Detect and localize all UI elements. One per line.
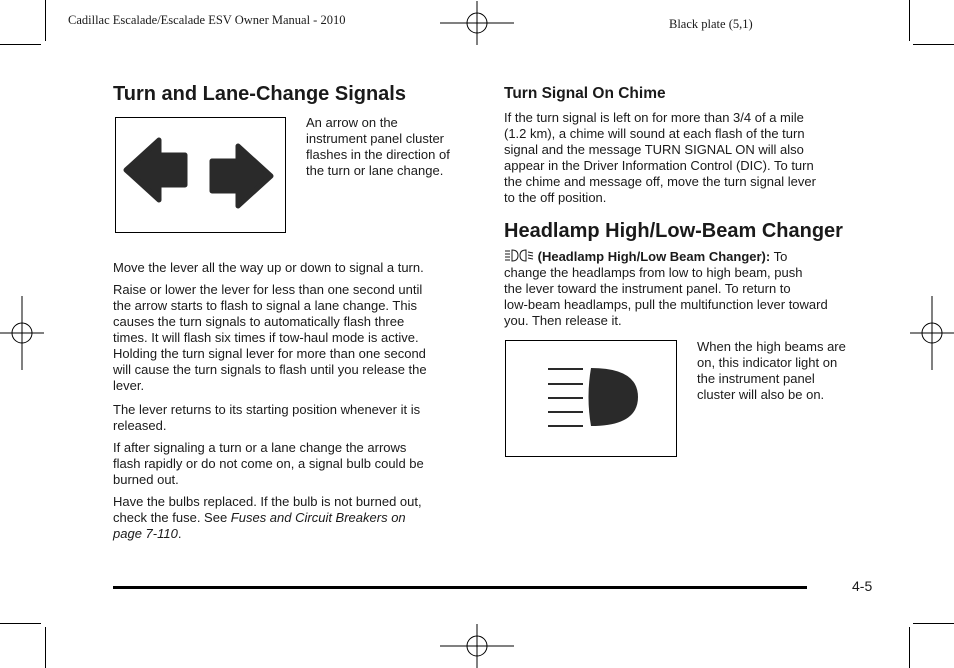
fuses-reference-link[interactable]: Fuses and Circuit Breakers on bbox=[230, 510, 406, 525]
fuses-page-reference[interactable]: page 7-110 bbox=[113, 526, 178, 541]
beam-figure-caption: When the high beams are on, this indicator light on the instrument panel cluster will also be on. bbox=[697, 339, 846, 402]
turn-figure-caption: An arrow on the instrument panel cluster flashes in the direction of the turn or lane change. bbox=[306, 115, 450, 178]
paragraph-bulbs-replaced: Have the bulbs replaced. If the bulb is not burned out, check the fuse. See Fuses and Circuit Breakers on page 7-110. bbox=[113, 494, 422, 541]
footer-rule bbox=[113, 586, 807, 589]
paragraph-signal-turn: Move the lever all the way up or down to signal a turn. bbox=[113, 260, 424, 275]
registration-mark-icon bbox=[910, 296, 954, 370]
crop-mark bbox=[0, 623, 41, 624]
crop-mark bbox=[45, 0, 46, 41]
page-number: 4-5 bbox=[852, 578, 873, 594]
crop-mark bbox=[909, 627, 910, 668]
paragraph-bulb-burned: If after signaling a turn or a lane change the arrows flash rapidly or do not come on, a signal bulb could be burned out. bbox=[113, 440, 424, 487]
high-low-beam-icon bbox=[504, 249, 534, 262]
crop-mark bbox=[45, 627, 46, 668]
manual-title: Cadillac Escalade/Escalade ESV Owner Manual - 2010 bbox=[68, 13, 346, 27]
section-title-turn-signals: Turn and Lane-Change Signals bbox=[113, 83, 406, 105]
paragraph-lever-returns: The lever returns to its starting position whenever it is released. bbox=[113, 402, 421, 433]
paragraph-lane-change: Raise or lower the lever for less than one second until the arrow starts to flash to signal a lane change. This causes the turn signals to automatically flash three times. It will flash six times if tow-haul mode is active. Holding the turn signal lever for more than one second will cause the turn signals to flash until you release the lever. bbox=[113, 282, 427, 393]
turn-signal-arrows-icon bbox=[116, 118, 284, 231]
subsection-title-chime: Turn Signal On Chime bbox=[504, 85, 666, 102]
registration-mark-icon bbox=[440, 624, 514, 668]
registration-mark-icon bbox=[0, 296, 44, 370]
high-beam-figure bbox=[505, 340, 677, 457]
crop-mark bbox=[909, 0, 910, 41]
paragraph-beam-changer: (Headlamp High/Low Beam Changer): To change the headlamps from low to high beam, push the lever toward the instrument panel. To return to low-beam headlamps, pull the multifunction lever toward you. Then release it. bbox=[504, 249, 828, 328]
crop-mark bbox=[913, 44, 954, 45]
section-title-headlamp-beam: Headlamp High/Low-Beam Changer bbox=[504, 220, 843, 242]
crop-mark bbox=[913, 623, 954, 624]
plate-label: Black plate (5,1) bbox=[669, 17, 753, 31]
high-beam-icon bbox=[506, 341, 675, 455]
crop-mark bbox=[0, 44, 41, 45]
registration-mark-icon bbox=[440, 1, 514, 45]
turn-signal-figure bbox=[115, 117, 286, 233]
paragraph-chime: If the turn signal is left on for more than 3/4 of a mile (1.2 km), a chime will sound at each flash of the turn signal and the message TURN SIGNAL ON will also appear in the Driver Information Control (DIC). To turn the chime and message off, move the turn signal lever to the off position. bbox=[504, 110, 816, 205]
